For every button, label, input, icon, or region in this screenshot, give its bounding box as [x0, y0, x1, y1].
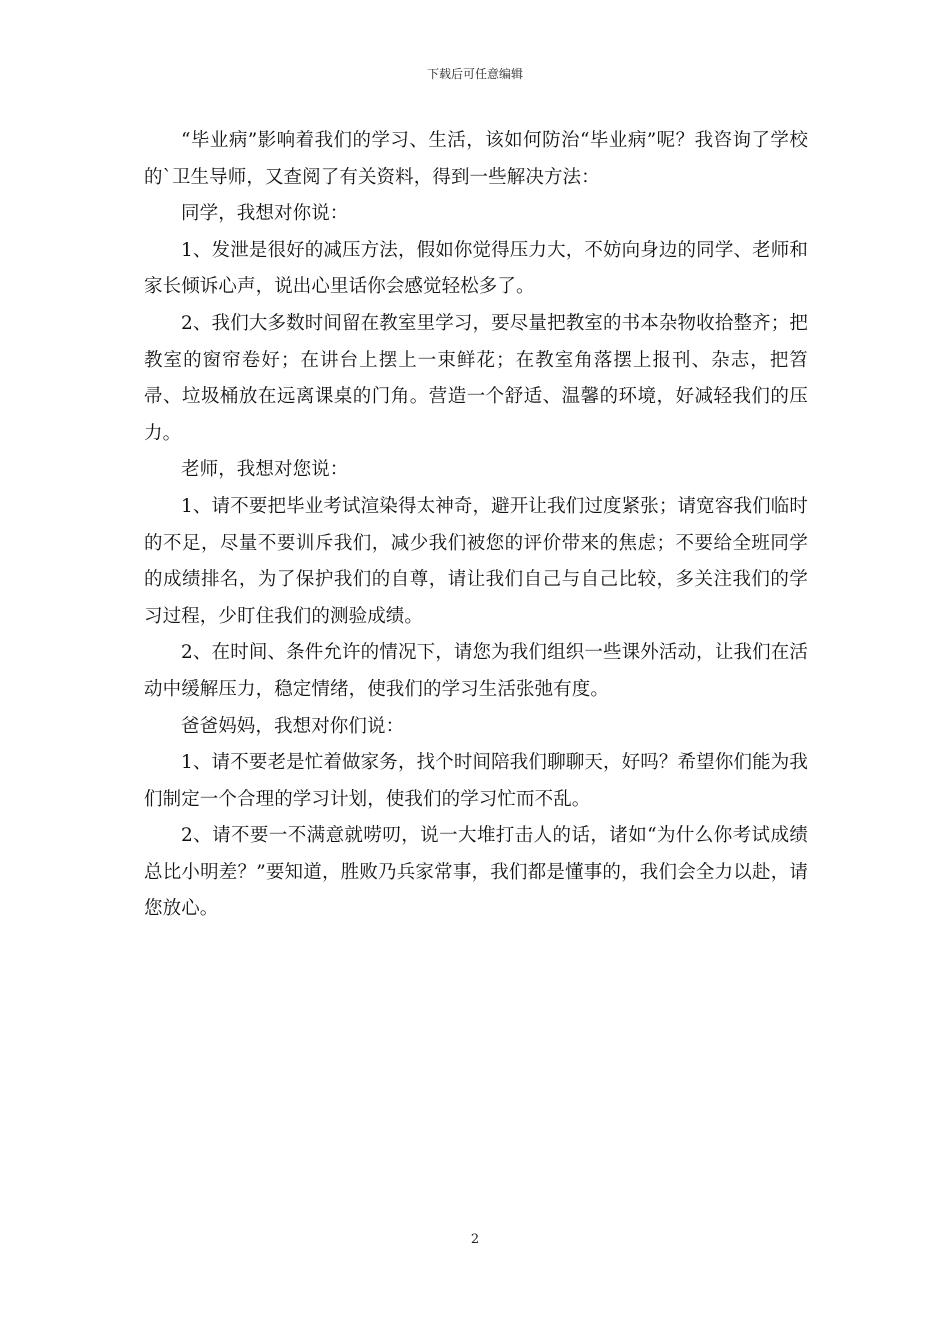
- heading-to-teachers: 老师，我想对您说：: [181, 459, 349, 481]
- document-body: [144, 123, 808, 928]
- page-header: 下载后可任意编辑: [426, 67, 523, 81]
- paragraph-classmates-2: 2、我们大多数时间留在教室里学习，要尽量把教室的书本杂物收拾整齐；把教室的窗帘卷好；在讲台上摆上一束鲜花；在教室角落摆上报刊、杂志，把笤帚、垃圾桶放在远离课桌的门角。营造一个舒适、温馨的环境，好减轻我们的压力。: [144, 312, 808, 444]
- paragraph-classmates-1: 1、发泄是很好的减压方法，假如你觉得压力大，不妨向身边的同学、老师和家长倾诉心声，说出心里话你会感觉轻松多了。: [144, 239, 808, 298]
- page-number: 2: [470, 1232, 480, 1247]
- paragraph-teachers-2: 2、在时间、条件允许的情况下，请您为我们组织一些课外活动，让我们在活动中缓解压力，稳定情绪，使我们的学习生活张弛有度。: [144, 642, 808, 700]
- paragraph-parents-2: 2、请不要一不满意就唠叨，说一大堆打击人的话，诸如“为什么你考试成绩总比小明差？”要知道，胜败乃兵家常事，我们都是懂事的，我们会全力以赴，请您放心。: [144, 825, 808, 920]
- paragraph-intro: “毕业病”影响着我们的学习、生活，该如何防治“毕业病”呢？我咨询了学校的`卫生导师，又查阅了有关资料，得到一些解决方法：: [144, 130, 808, 188]
- heading-to-classmates: 同学，我想对你说：: [181, 203, 349, 225]
- heading-to-parents: 爸爸妈妈，我想对你们说：: [181, 715, 405, 737]
- paragraph-teachers-1: 1、请不要把毕业考试渲染得太神奇，避开让我们过度紧张；请宽容我们临时的不足，尽量不要训斥我们，减少我们被您的评价带来的焦虑；不要给全班同学的成绩排名，为了保护我们的自尊，请让我们自己与自己比较，多关注我们的学习过程，少盯住我们的测验成绩。: [144, 495, 808, 627]
- paragraph-parents-1: 1、请不要老是忙着做家务，找个时间陪我们聊聊天，好吗？希望你们能为我们制定一个合理的学习计划，使我们的学习忙而不乱。: [144, 752, 808, 810]
